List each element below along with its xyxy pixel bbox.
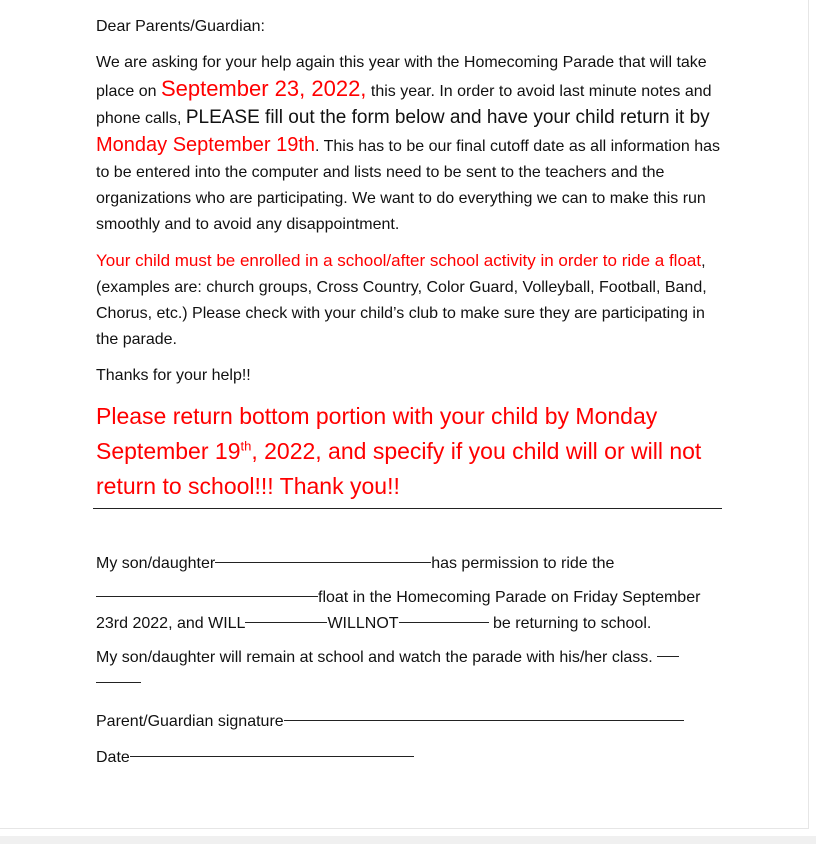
salutation: Dear Parents/Guardian: (96, 14, 722, 40)
date-label: Date (96, 749, 130, 766)
para1-text-b: this year. In order to avoid last minute notes and phone calls, (96, 83, 712, 127)
letter-body (96, 14, 722, 771)
thanks-line: Thanks for your help!! (96, 363, 722, 389)
form-remain-line (96, 645, 722, 697)
page-shadow-bottom (0, 836, 816, 844)
callout-text-b: , 2022, and specify if you child will or will not return to school!!! Thank you!! (96, 438, 701, 499)
return-callout (96, 399, 722, 504)
will-return-blank[interactable] (245, 622, 327, 623)
form-label-returning: be returning to school. (489, 615, 652, 632)
eligibility-details: , (examples are: church groups, Cross Country, Color Guard, Volleyball, Football, Band, Chorus, etc.) Please check with your child’s club to make sure they are participating in the parade. (96, 253, 707, 348)
para1-emphasis: PLEASE fill out the form below and have your child return it by (186, 107, 710, 128)
float-name-blank[interactable] (96, 596, 318, 597)
paragraph-eligibility (96, 248, 722, 353)
form-label-remain: My son/daughter will remain at school and watch the parade with his/her class. (96, 649, 653, 666)
form-date-line (96, 745, 722, 771)
return-deadline: Monday September 19th (96, 134, 315, 156)
form-signature-line (96, 709, 722, 735)
parade-date: September 23, 2022, (161, 76, 366, 101)
form-permission-line (96, 551, 722, 577)
eligibility-warning: Your child must be enrolled in a school/after school activity in order to ride a float (96, 251, 701, 270)
signature-blank[interactable] (284, 720, 684, 721)
signature-label: Parent/Guardian signature (96, 713, 284, 730)
callout-superscript: th (240, 438, 251, 453)
form-label-permission: has permission to ride the (431, 555, 614, 572)
callout-text-a: Please return bottom portion with your child by Monday September 19 (96, 403, 657, 464)
cut-line-divider (93, 508, 722, 509)
remain-blank-b[interactable] (96, 682, 141, 683)
remain-blank-a[interactable] (657, 656, 679, 657)
form-float-line (96, 585, 722, 637)
form-label-son-daughter: My son/daughter (96, 555, 215, 572)
date-blank[interactable] (130, 756, 414, 757)
para1-text-c: . This has to be our final cutoff date as all information has to be entered into the computer and lists need to be sent to the teachers and the organizations who are participating. We want to do everything we can to make this run smoothly and to avoid any disappointment. (96, 138, 720, 233)
child-name-blank[interactable] (215, 562, 431, 563)
will-not-return-blank[interactable] (399, 622, 489, 623)
para1-text-a: We are asking for your help again this year with the Homecoming Parade that will take place on (96, 54, 707, 100)
paragraph-request (96, 50, 722, 238)
form-label-float: float in the Homecoming Parade on Friday September 23rd 2022, and WILL (96, 589, 700, 632)
form-label-willnot: WILLNOT (327, 615, 398, 632)
